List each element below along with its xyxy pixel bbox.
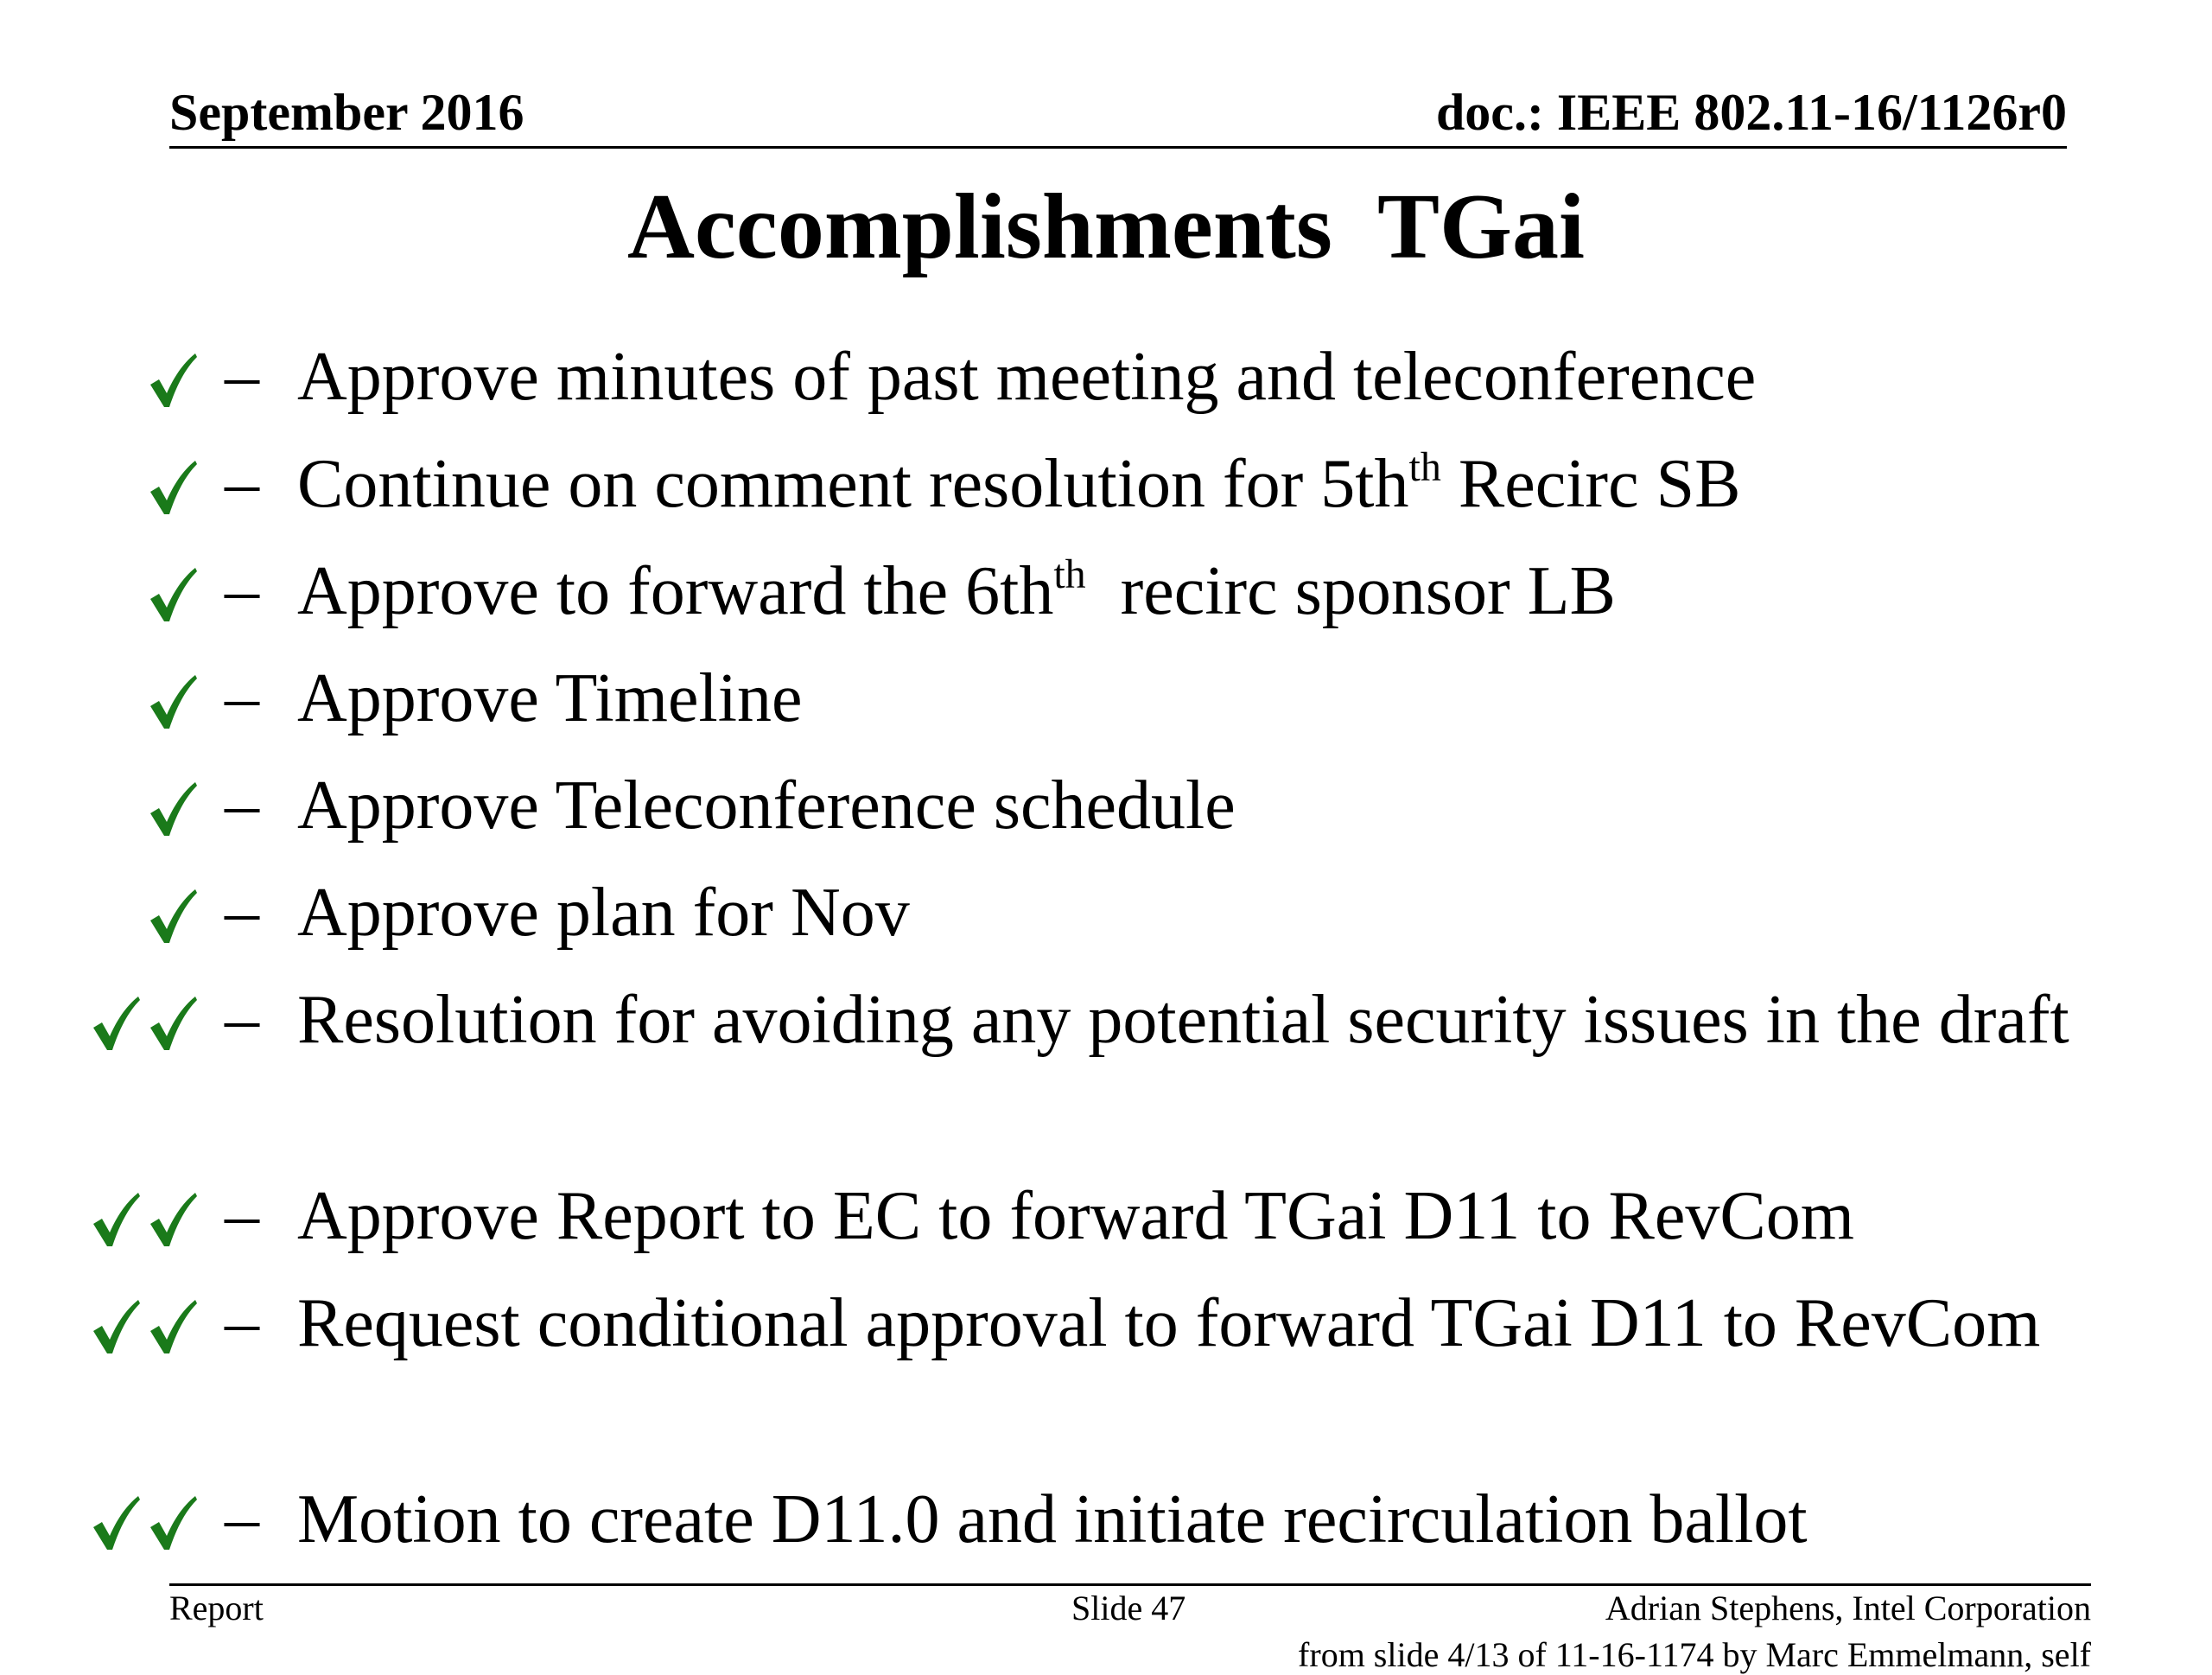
check-marks: [147, 779, 199, 841]
list-item: [0, 333, 2212, 440]
item-text: Motion to create D11.0 and initiate recirculation ballot: [297, 1481, 1808, 1557]
item-text: [297, 440, 2094, 528]
checkmark-icon: [90, 1493, 142, 1555]
item-text-main: Continue on comment resolution for 5th: [297, 446, 1409, 522]
header-doc-id: doc.: IEEE 802.11-16/1126r0: [1435, 84, 2067, 141]
list-item: [0, 440, 2212, 547]
checkmark-icon: [147, 350, 199, 412]
checkmark-icon: [147, 564, 199, 627]
item-dash: –: [225, 659, 259, 736]
check-marks: [90, 1189, 199, 1251]
item-dash: –: [225, 552, 259, 628]
checkmark-icon: [147, 886, 199, 948]
checkmark-icon: [90, 1189, 142, 1251]
slide-title: Accomplishments TGai: [626, 175, 1586, 278]
list-item: [0, 976, 2212, 1172]
check-marks: [147, 886, 199, 948]
check-marks: [147, 672, 199, 734]
checkmark-icon: [147, 1189, 199, 1251]
footer-source: from slide 4/13 of 11-16-1174 by Marc Emmelmann, self: [1298, 1635, 2091, 1674]
check-marks: [90, 1296, 199, 1359]
checkmark-icon: [147, 672, 199, 734]
checkmark-icon: [90, 1296, 142, 1359]
item-text-rest: recirc sponsor LB: [1085, 553, 1616, 629]
item-dash: –: [225, 1481, 259, 1557]
slide-number: Slide 47: [1071, 1589, 1186, 1627]
item-dash: –: [225, 767, 259, 843]
footer-divider: [169, 1583, 2091, 1586]
item-dash: –: [225, 1284, 259, 1360]
item-text: Approve plan for Nov: [297, 875, 910, 951]
checkmark-icon: [147, 1296, 199, 1359]
checkmark-icon: [90, 993, 142, 1055]
list-item: [0, 654, 2212, 761]
list-item: [0, 547, 2212, 654]
item-text: Request conditional approval to forward TGai D11 to RevCom: [297, 1285, 2041, 1361]
item-dash: –: [225, 445, 259, 521]
item-dash: –: [225, 338, 259, 414]
item-dash: –: [225, 981, 259, 1057]
item-text: Approve Timeline: [297, 660, 803, 736]
list-item: [0, 869, 2212, 976]
list-item: [0, 1279, 2212, 1475]
footer-author: Adrian Stephens, Intel Corporation: [1605, 1589, 2091, 1627]
check-marks: [90, 1493, 199, 1555]
item-superscript: th: [1408, 444, 1441, 490]
list-item: [0, 1172, 2212, 1279]
item-dash: –: [225, 1177, 259, 1253]
item-text-main: Approve to forward the 6th: [297, 553, 1054, 629]
list-item: [0, 1475, 2212, 1583]
item-text: Approve Report to EC to forward TGai D11 to RevCom: [297, 1178, 1854, 1254]
item-text-rest: Recirc SB: [1440, 446, 1741, 522]
header-date: September 2016: [169, 84, 524, 141]
accomplishment-list: [0, 333, 2212, 1583]
item-superscript: th: [1053, 551, 1086, 597]
list-item: [0, 761, 2212, 869]
item-dash: –: [225, 874, 259, 950]
checkmark-icon: [147, 779, 199, 841]
check-marks: [90, 993, 199, 1055]
checkmark-icon: [147, 993, 199, 1055]
item-text: Resolution for avoiding any potential security issues in the draft: [297, 982, 2069, 1058]
check-marks: [147, 564, 199, 627]
check-marks: [147, 457, 199, 519]
header-divider: [169, 146, 2067, 149]
item-text: Approve minutes of past meeting and teleconference: [297, 339, 1757, 415]
checkmark-icon: [147, 457, 199, 519]
item-text: [297, 547, 2094, 635]
footer-left: Report: [169, 1589, 264, 1627]
checkmark-icon: [147, 1493, 199, 1555]
item-text: Approve Teleconference schedule: [297, 767, 1236, 844]
check-marks: [147, 350, 199, 412]
